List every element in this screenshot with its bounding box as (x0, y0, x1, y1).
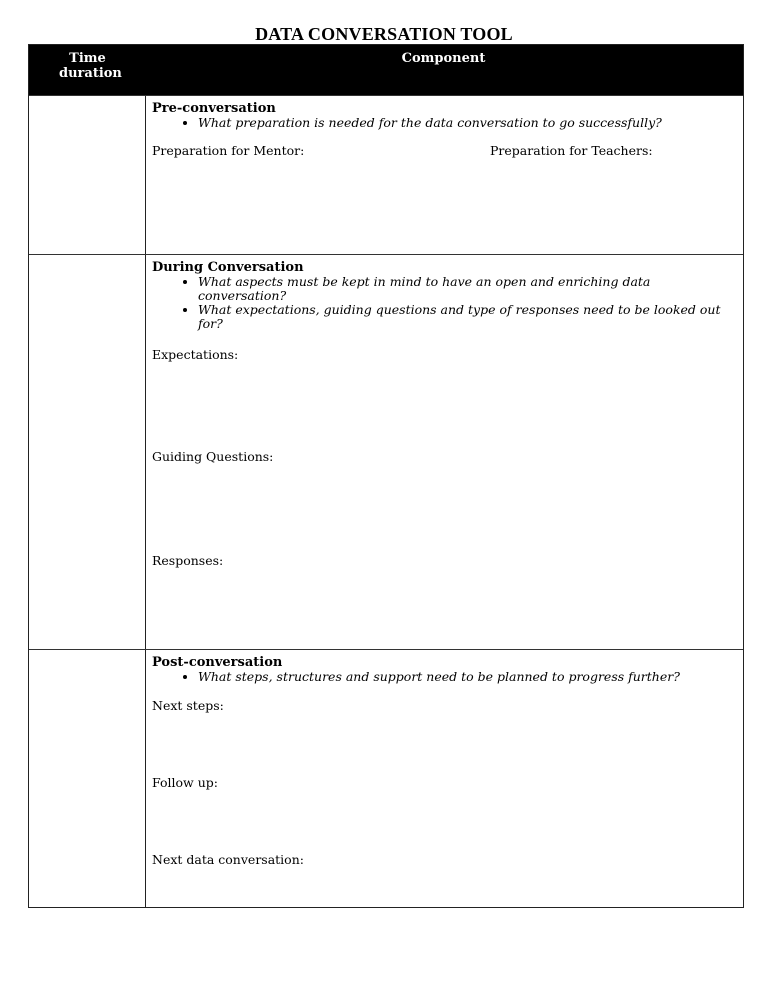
guiding-bullets (152, 275, 735, 331)
component-cell (146, 650, 743, 907)
guiding-bullets (152, 670, 735, 684)
table-row-pre-conversation (29, 95, 743, 254)
page-title: DATA CONVERSATION TOOL (255, 24, 513, 44)
field-expectations: Expectations: (152, 347, 239, 362)
field-next-data-conversation: Next data conversation: (152, 852, 304, 867)
table-row-post-conversation (29, 649, 743, 907)
field-follow-up: Follow up: (152, 775, 218, 790)
section-title: Pre-conversation (152, 101, 276, 116)
table-header (29, 45, 743, 95)
conversation-table (28, 44, 744, 908)
bullet-item: • What steps, structures and support need to be planned to progress further? (198, 670, 735, 684)
table-row-during-conversation (29, 254, 743, 649)
component-cell (146, 96, 743, 254)
bullet-item: • What preparation is needed for the data conversation to go successfully? (198, 116, 735, 130)
bullet-item: • What expectations, guiding questions and type of responses need to be looked out for? (198, 303, 735, 331)
field-next-steps: Next steps: (152, 698, 224, 713)
section-title: Post-conversation (152, 655, 283, 670)
section-title: During Conversation (152, 260, 304, 275)
header-time-duration: Time duration (59, 51, 122, 81)
time-cell[interactable] (29, 96, 146, 254)
field-mentor-preparation: Preparation for Mentor: (152, 143, 305, 158)
field-guiding-questions: Guiding Questions: (152, 449, 274, 464)
component-cell (146, 255, 743, 649)
time-cell[interactable] (29, 255, 146, 649)
field-teacher-preparation: Preparation for Teachers: (490, 143, 653, 158)
header-component: Component (401, 51, 486, 66)
guiding-bullets (152, 116, 735, 130)
bullet-item: • What aspects must be kept in mind to have an open and enriching data conversation? (198, 275, 735, 303)
field-responses: Responses: (152, 553, 224, 568)
time-cell[interactable] (29, 650, 146, 907)
